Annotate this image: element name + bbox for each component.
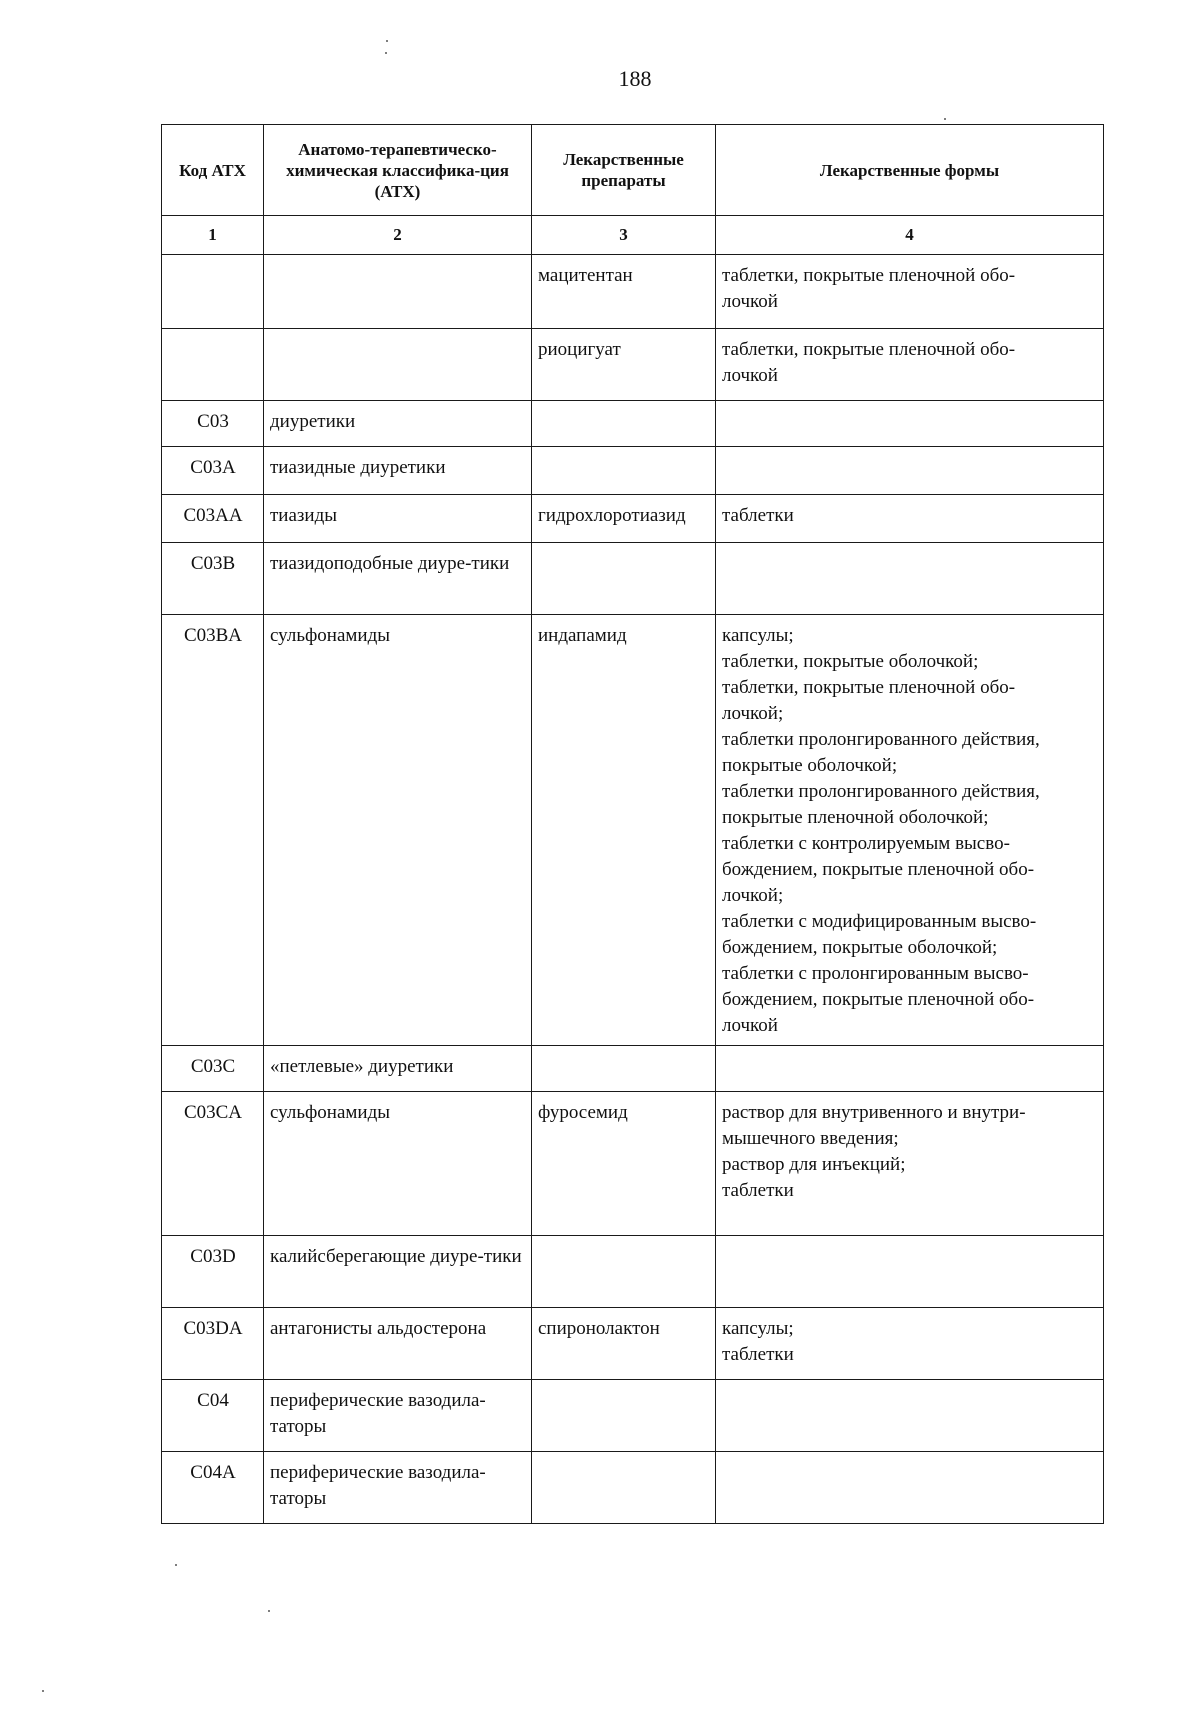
code-cell: C03AA xyxy=(162,495,264,543)
page-number: 188 xyxy=(618,66,652,91)
table-row xyxy=(162,1380,1104,1452)
table-row xyxy=(162,1452,1104,1524)
classification-cell: антагонисты альдостерона xyxy=(264,1308,532,1380)
drug-cell xyxy=(532,543,716,615)
form-line: бождением, покрытые оболочкой; xyxy=(722,937,998,958)
code-cell xyxy=(162,329,264,401)
form-line: таблетки с пролонгированным высво- xyxy=(722,963,1029,984)
code-cell: C03B xyxy=(162,543,264,615)
code-cell: C03C xyxy=(162,1046,264,1092)
atx-table xyxy=(161,124,1104,1524)
form-line: капсулы; xyxy=(722,1318,794,1339)
drug-cell: риоцигуат xyxy=(532,329,716,401)
forms-cell xyxy=(716,1308,1104,1380)
table-row xyxy=(162,1308,1104,1380)
form-line: таблетки xyxy=(722,505,794,526)
forms-cell xyxy=(716,1236,1104,1308)
code-cell: C03D xyxy=(162,1236,264,1308)
classification-cell: тиазиды xyxy=(264,495,532,543)
drug-cell xyxy=(532,1452,716,1524)
forms-cell xyxy=(716,329,1104,401)
column-number: 4 xyxy=(716,216,1104,255)
drug-cell xyxy=(532,1046,716,1092)
classification-cell: периферические вазодила-таторы xyxy=(264,1380,532,1452)
table-row xyxy=(162,615,1104,1046)
classification-cell: тиазидные диуретики xyxy=(264,447,532,495)
classification-cell xyxy=(264,329,532,401)
form-line: мышечного введения; xyxy=(722,1128,899,1149)
table-row xyxy=(162,329,1104,401)
header-row xyxy=(162,125,1104,216)
table-row xyxy=(162,255,1104,329)
table-row xyxy=(162,447,1104,495)
form-line: таблетки, покрытые пленочной обо- xyxy=(722,677,1016,698)
classification-cell xyxy=(264,255,532,329)
scan-speck xyxy=(385,52,387,54)
code-cell: C03A xyxy=(162,447,264,495)
form-line: таблетки пролонгированного действия, xyxy=(722,729,1040,750)
classification-cell: сульфонамиды xyxy=(264,615,532,1046)
forms-cell xyxy=(716,1046,1104,1092)
forms-cell xyxy=(716,447,1104,495)
table-row xyxy=(162,543,1104,615)
form-line: лочкой xyxy=(722,365,778,386)
scan-speck xyxy=(42,1690,44,1692)
header-code: Код АТХ xyxy=(162,125,264,216)
form-line: лочкой xyxy=(722,1015,778,1036)
column-number-row xyxy=(162,216,1104,255)
code-cell xyxy=(162,255,264,329)
forms-cell xyxy=(716,543,1104,615)
form-line: таблетки с модифицированным высво- xyxy=(722,911,1037,932)
scan-speck xyxy=(386,40,388,42)
code-cell: C03 xyxy=(162,401,264,447)
form-line: таблетки xyxy=(722,1344,794,1365)
header-classification: Анатомо-терапевтическо-химическая классифика-ция (АТХ) xyxy=(264,125,532,216)
form-line: бождением, покрытые пленочной обо- xyxy=(722,859,1035,880)
code-cell: C03CA xyxy=(162,1092,264,1236)
table-row xyxy=(162,495,1104,543)
form-line: капсулы; xyxy=(722,625,794,646)
header-forms: Лекарственные формы xyxy=(716,125,1104,216)
forms-cell xyxy=(716,1380,1104,1452)
form-line: лочкой; xyxy=(722,703,784,724)
form-line: таблетки, покрытые пленочной обо- xyxy=(722,339,1016,360)
table-row xyxy=(162,1236,1104,1308)
column-number: 1 xyxy=(162,216,264,255)
drug-cell: фуросемид xyxy=(532,1092,716,1236)
code-cell: C03DA xyxy=(162,1308,264,1380)
scan-speck xyxy=(175,1564,177,1566)
form-line: бождением, покрытые пленочной обо- xyxy=(722,989,1035,1010)
form-line: лочкой xyxy=(722,291,778,312)
forms-cell xyxy=(716,615,1104,1046)
code-cell: C04A xyxy=(162,1452,264,1524)
classification-cell: «петлевые» диуретики xyxy=(264,1046,532,1092)
drug-cell: индапамид xyxy=(532,615,716,1046)
drug-cell xyxy=(532,447,716,495)
forms-cell xyxy=(716,1452,1104,1524)
form-line: раствор для инъекций; xyxy=(722,1154,906,1175)
form-line: таблетки с контролируемым высво- xyxy=(722,833,1010,854)
classification-cell: калийсберегающие диуре-тики xyxy=(264,1236,532,1308)
forms-cell xyxy=(716,1092,1104,1236)
table-row xyxy=(162,1092,1104,1236)
drug-cell xyxy=(532,1380,716,1452)
column-number: 3 xyxy=(532,216,716,255)
classification-cell: сульфонамиды xyxy=(264,1092,532,1236)
form-line: таблетки пролонгированного действия, xyxy=(722,781,1040,802)
drug-cell: гидрохлоротиазид xyxy=(532,495,716,543)
scan-speck xyxy=(268,1610,270,1612)
form-line: таблетки xyxy=(722,1180,794,1201)
forms-cell xyxy=(716,401,1104,447)
table-row xyxy=(162,1046,1104,1092)
drug-cell xyxy=(532,401,716,447)
forms-cell xyxy=(716,255,1104,329)
form-line: покрытые оболочкой; xyxy=(722,755,898,776)
drug-cell xyxy=(532,1236,716,1308)
table-row xyxy=(162,401,1104,447)
form-line: покрытые пленочной оболочкой; xyxy=(722,807,989,828)
scan-speck xyxy=(944,118,946,120)
forms-cell xyxy=(716,495,1104,543)
form-line: таблетки, покрытые пленочной обо- xyxy=(722,265,1016,286)
header-drugs: Лекарственные препараты xyxy=(532,125,716,216)
classification-cell: диуретики xyxy=(264,401,532,447)
classification-cell: тиазидоподобные диуре-тики xyxy=(264,543,532,615)
form-line: раствор для внутривенного и внутри- xyxy=(722,1102,1026,1123)
code-cell: C04 xyxy=(162,1380,264,1452)
classification-cell: периферические вазодила-таторы xyxy=(264,1452,532,1524)
column-number: 2 xyxy=(264,216,532,255)
form-line: лочкой; xyxy=(722,885,784,906)
form-line: таблетки, покрытые оболочкой; xyxy=(722,651,979,672)
drug-cell: мацитентан xyxy=(532,255,716,329)
code-cell: C03BA xyxy=(162,615,264,1046)
drug-cell: спиронолактон xyxy=(532,1308,716,1380)
